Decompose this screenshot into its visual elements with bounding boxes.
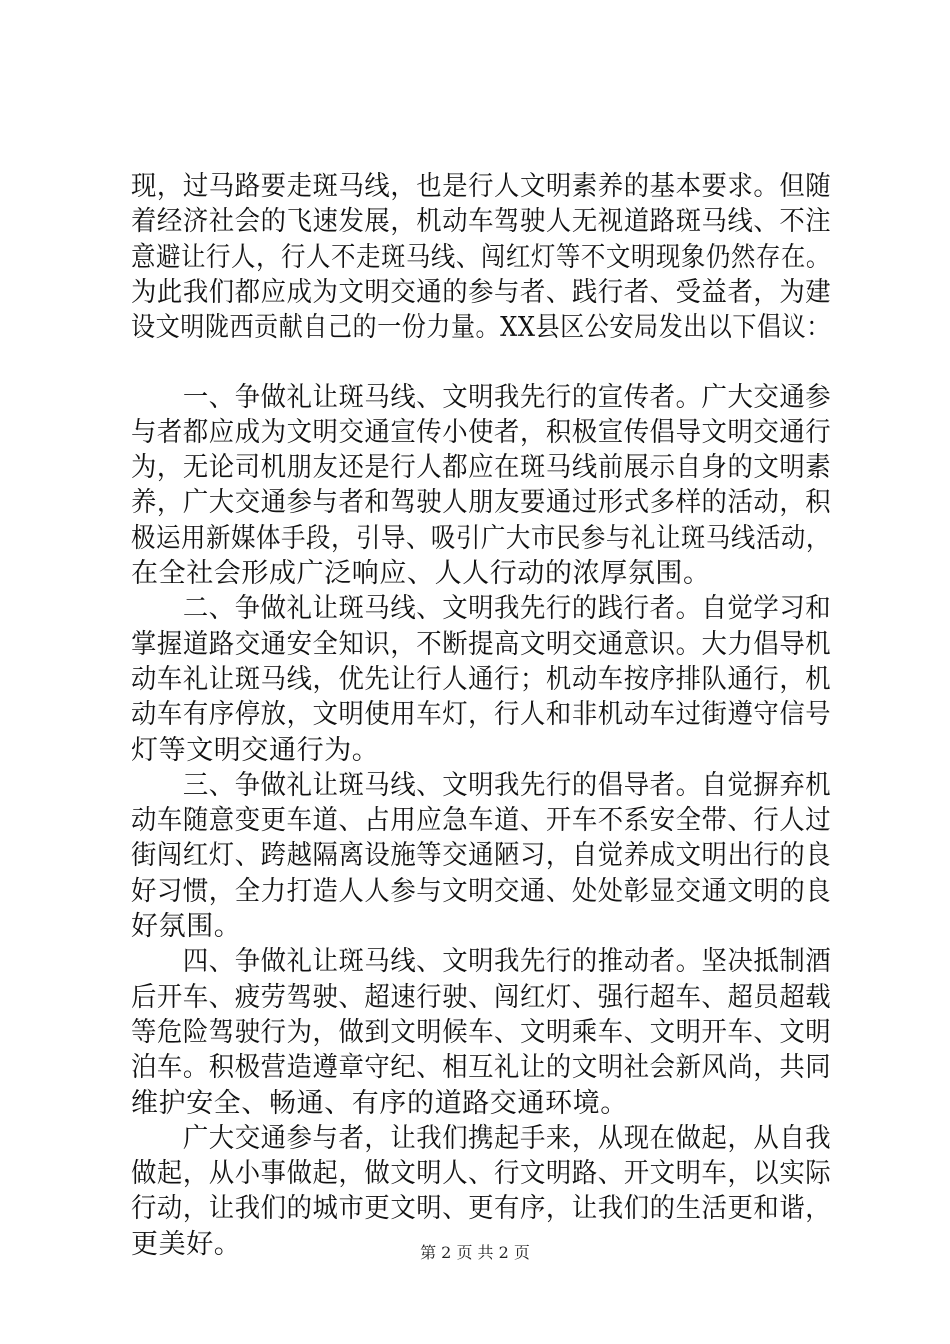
text-line: 后开车、疲劳驾驶、超速行驶、闯红灯、强行超车、超员超载 (131, 981, 832, 1013)
text-line: 极运用新媒体手段，引导、吸引广大市民参与礼让斑马线活动， (131, 522, 831, 554)
page-footer: 第 2 页 共 2 页 (420, 1243, 530, 1262)
text-line: 维护安全、畅通、有序的道路交通环境。 (131, 1087, 628, 1119)
text-line: 动车有序停放，文明使用车灯，行人和非机动车过街遵守信号 (131, 699, 832, 731)
text-line: 灯等文明交通行为。 (131, 734, 380, 766)
text-line: 意避让行人，行人不走斑马线、闯红灯等不文明现象仍然存在。 (131, 241, 831, 273)
text-line: 动车礼让斑马线，优先让行人通行；机动车按序排队通行，机 (131, 663, 832, 695)
text-line: 为，无论司机朋友还是行人都应在斑马线前展示自身的文明素 (131, 452, 832, 484)
text-line: 三、争做礼让斑马线、文明我先行的倡导者。自觉摒弃机 (131, 769, 832, 801)
text-line: 与者都应成为文明交通宣传小使者，积极宣传倡导文明交通行 (131, 416, 832, 448)
text-line: 为此我们都应成为文明交通的参与者、践行者、受益者，为建 (131, 276, 832, 308)
text-line: 等危险驾驶行为，做到文明候车、文明乘车、文明开车、文明 (131, 1016, 832, 1048)
text-line: 掌握道路交通安全知识，不断提高文明交通意识。大力倡导机 (131, 628, 832, 660)
text-line: 做起，从小事做起，做文明人、行文明路、开文明车，以实际 (131, 1158, 832, 1190)
text-line: 养，广大交通参与者和驾驶人朋友要通过形式多样的活动，积 (131, 487, 832, 519)
text-line: 四、争做礼让斑马线、文明我先行的推动者。坚决抵制酒 (131, 946, 832, 978)
text-line: 二、争做礼让斑马线、文明我先行的践行者。自觉学习和 (131, 593, 832, 625)
text-line: 现，过马路要走斑马线，也是行人文明素养的基本要求。但随 (131, 171, 832, 202)
text-line: 设文明陇西贡献自己的一份力量。XX县区公安局发出以下倡议： (131, 312, 831, 344)
text-line: 泊车。积极营造遵章守纪、相互礼让的文明社会新风尚，共同 (131, 1052, 832, 1084)
text-line: 在全社会形成广泛响应、人人行动的浓厚氛围。 (131, 558, 711, 589)
text-line: 好习惯，全力打造人人参与文明交通、处处彰显交通文明的良 (131, 875, 832, 907)
text-line: 动车随意变更车道、占用应急车道、开车不系安全带、行人过 (131, 805, 832, 837)
text-line: 着经济社会的飞速发展，机动车驾驶人无视道路斑马线、不注 (131, 206, 832, 238)
text-line: 街闯红灯、跨越隔离设施等交通陋习，自觉养成文明出行的良 (131, 840, 832, 872)
text-line: 好氛围。 (131, 911, 242, 942)
text-line: 行动，让我们的城市更文明、更有序，让我们的生活更和谐， (131, 1193, 832, 1225)
text-line: 一、争做礼让斑马线、文明我先行的宣传者。广大交通参 (131, 381, 832, 413)
text-line: 更美好。 (131, 1228, 242, 1260)
text-line: 广大交通参与者，让我们携起手来，从现在做起，从自我 (131, 1122, 832, 1154)
